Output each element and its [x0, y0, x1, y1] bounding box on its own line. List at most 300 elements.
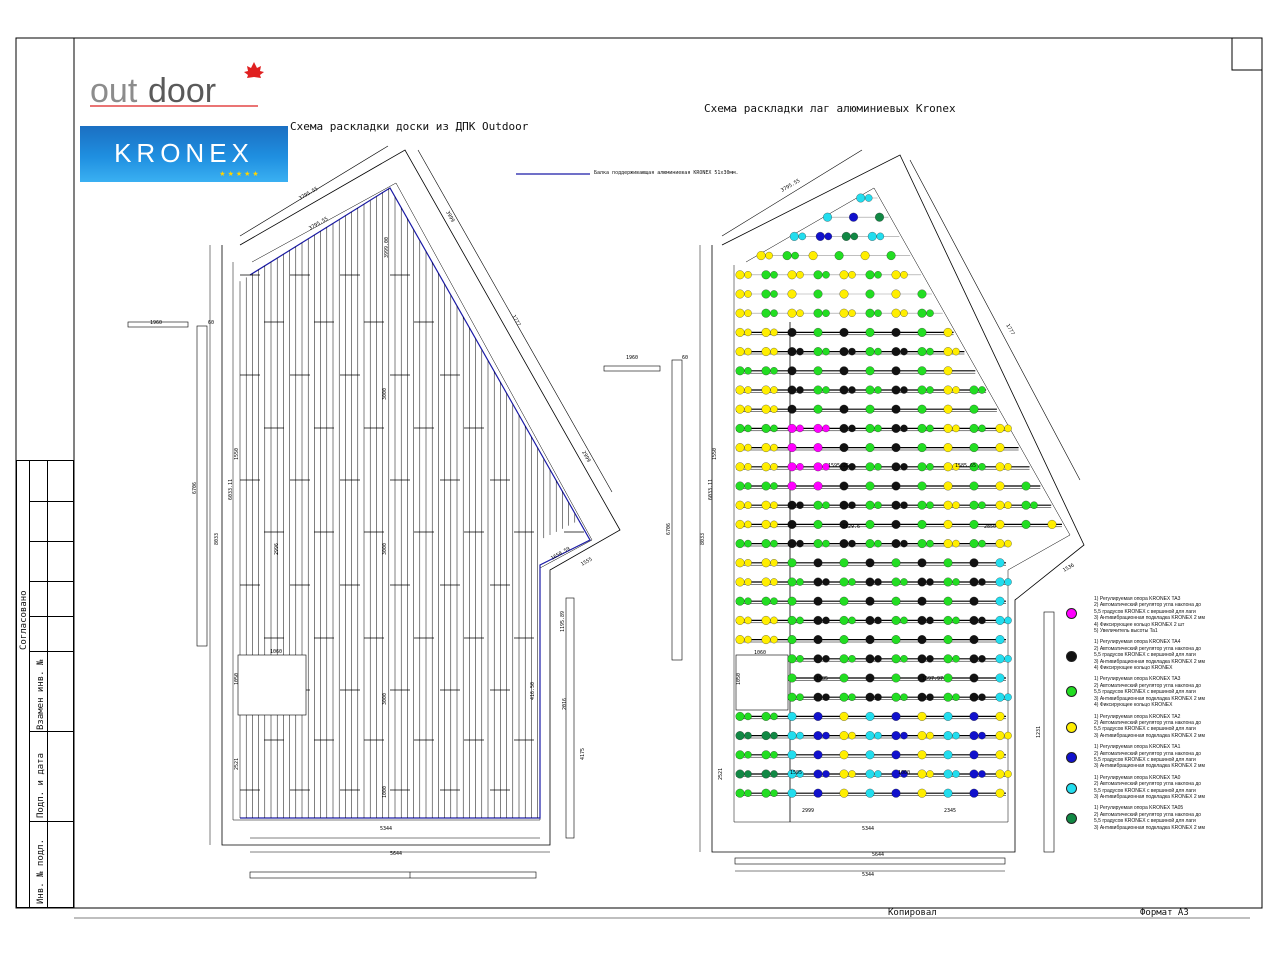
support-point — [892, 751, 901, 760]
support-point — [736, 367, 745, 376]
footer-format: Формат А3 — [1140, 908, 1189, 918]
support-point — [796, 310, 803, 317]
support-point — [762, 635, 771, 644]
support-point — [892, 539, 901, 548]
support-point — [744, 482, 751, 489]
support-point — [1004, 425, 1011, 432]
support-point — [770, 406, 777, 413]
support-point — [996, 693, 1005, 702]
support-point — [840, 271, 849, 280]
support-point — [874, 617, 881, 624]
support-point — [944, 751, 953, 760]
support-point — [952, 578, 959, 585]
support-point — [1004, 463, 1011, 470]
dim-center-4: 1000 — [382, 785, 388, 798]
support-point — [840, 328, 849, 337]
legend-line: 2) Автоматический регулятор угла наклона до — [1094, 719, 1202, 726]
dim-bracket-h: 60 — [208, 320, 215, 326]
support-point — [970, 712, 979, 721]
support-point — [762, 309, 771, 318]
support-point — [788, 789, 797, 798]
r-dim-inner-1060: 1060 — [754, 650, 767, 656]
support-point — [926, 386, 933, 393]
r-dim-bottom-extra: 5344 — [862, 872, 875, 878]
left-outer-wall — [222, 150, 620, 845]
support-point — [788, 386, 797, 395]
support-point — [900, 655, 907, 662]
support-point — [744, 751, 751, 758]
support-point — [762, 367, 771, 376]
support-point — [926, 732, 933, 739]
dim-center-1: 3000 — [382, 387, 388, 400]
support-point — [744, 540, 751, 547]
support-point — [848, 386, 855, 393]
support-point — [918, 789, 927, 798]
support-point — [788, 520, 797, 529]
support-point — [900, 425, 907, 432]
support-point — [866, 271, 875, 280]
right-right-bar — [1044, 612, 1054, 852]
support-point — [762, 539, 771, 548]
support-point — [736, 539, 745, 548]
support-point — [736, 712, 745, 721]
support-point — [783, 251, 792, 260]
legend-line: 3) Антивибрационная подкладка KRONEX 2 мм — [1094, 615, 1205, 622]
legend-line: 5,5 градусов KRONEX с вершиной для лаги — [1094, 726, 1196, 733]
support-point — [892, 655, 901, 664]
support-point — [840, 674, 849, 683]
support-point — [788, 674, 797, 683]
support-point — [744, 444, 751, 451]
r-dim-bracket-w: 1960 — [626, 355, 639, 361]
support-point — [952, 386, 959, 393]
support-point — [814, 712, 823, 721]
legend-line: 5) Увеличитель высоты Ta1 — [1094, 628, 1158, 635]
support-point — [848, 348, 855, 355]
support-point — [744, 636, 751, 643]
support-point — [866, 789, 875, 798]
support-point — [736, 290, 745, 299]
support-point — [866, 443, 875, 452]
support-point — [996, 770, 1005, 779]
support-point — [744, 521, 751, 528]
support-point — [744, 329, 751, 336]
support-point — [840, 539, 849, 548]
support-point — [918, 712, 927, 721]
support-point — [900, 348, 907, 355]
support-point — [788, 731, 797, 740]
dim-center-2: 3000 — [382, 542, 388, 555]
legend-line: 1) Регулируемая опора KRONEX TA2 — [1094, 713, 1181, 720]
support-point — [770, 463, 777, 470]
support-point — [996, 597, 1005, 606]
support-point — [770, 425, 777, 432]
support-point — [848, 694, 855, 701]
support-point — [770, 271, 777, 278]
legend-line: 3) Антивибрационная подкладка KRONEX 2 мм — [1094, 824, 1205, 831]
support-point — [900, 386, 907, 393]
right-bottom-dim-bar — [735, 858, 1005, 864]
support-point — [814, 520, 823, 529]
legend-line: 5,5 градусов KRONEX с вершиной для лаги — [1094, 652, 1196, 659]
support-point — [799, 233, 806, 240]
support-point — [796, 540, 803, 547]
r-dim-right-corner: 1536 — [1062, 562, 1076, 574]
legend-line: 1) Регулируемая опора KRONEX TA0 — [1094, 774, 1181, 781]
legend-item — [1064, 639, 1224, 671]
support-point — [788, 635, 797, 644]
support-point — [814, 290, 823, 299]
legend-dot — [1066, 651, 1077, 662]
support-point — [822, 655, 829, 662]
support-point — [944, 443, 953, 452]
r-dim-label-9: 2999 — [802, 808, 815, 814]
support-point — [744, 310, 751, 317]
support-point — [840, 290, 849, 299]
dim-left-h1: 1550 — [234, 447, 240, 460]
line-legend-text: Балка поддерживающая алюминиевая KRONEX 51х30мм. — [594, 170, 739, 176]
support-point — [848, 655, 855, 662]
support-point — [861, 251, 870, 260]
support-point — [814, 328, 823, 337]
support-point — [874, 578, 881, 585]
support-point — [1004, 540, 1011, 547]
support-point — [766, 252, 773, 259]
legend-dot — [1066, 722, 1077, 733]
support-point — [892, 597, 901, 606]
support-point — [814, 789, 823, 798]
support-point — [762, 405, 771, 414]
support-point — [816, 232, 825, 241]
legend-line: 3) Антивибрационная подкладка KRONEX 2 мм — [1094, 658, 1205, 665]
support-point — [944, 386, 953, 395]
support-point — [944, 405, 953, 414]
support-point — [892, 693, 901, 702]
support-point — [736, 559, 745, 568]
dim-corner-b: 1555 — [580, 556, 594, 568]
support-point — [822, 348, 829, 355]
support-point — [848, 770, 855, 777]
support-point — [926, 348, 933, 355]
legend-line: 1) Регулируемая опора KRONEX TA1 — [1094, 744, 1181, 751]
support-point — [762, 559, 771, 568]
support-point — [762, 597, 771, 606]
support-point — [822, 310, 829, 317]
support-point — [970, 443, 979, 452]
support-point — [944, 693, 953, 702]
support-point — [840, 309, 849, 318]
support-point — [926, 425, 933, 432]
support-point — [978, 694, 985, 701]
support-point — [892, 290, 901, 299]
support-point — [944, 559, 953, 568]
support-point — [744, 617, 751, 624]
r-dim-label-7: 1595 — [790, 770, 803, 776]
support-point — [892, 347, 901, 356]
support-point — [762, 424, 771, 433]
support-point — [892, 731, 901, 740]
kronex-logo — [80, 126, 288, 182]
support-point — [814, 482, 823, 491]
r-dim-bottom-outer: 5644 — [872, 852, 885, 858]
support-point — [796, 694, 803, 701]
support-point — [736, 443, 745, 452]
support-point — [762, 386, 771, 395]
support-point — [835, 251, 844, 260]
support-point — [736, 386, 745, 395]
support-point — [874, 425, 881, 432]
support-point — [918, 328, 927, 337]
support-point — [944, 655, 953, 664]
support-point — [874, 463, 881, 470]
support-point — [762, 501, 771, 510]
support-point — [744, 770, 751, 777]
support-point — [1022, 501, 1031, 510]
board-lines — [240, 189, 575, 818]
support-point — [866, 712, 875, 721]
support-point — [788, 367, 797, 376]
support-point — [970, 731, 979, 740]
support-point — [952, 655, 959, 662]
support-point — [875, 213, 884, 222]
logo-kronex: KRONEX — [114, 138, 254, 168]
support-point — [952, 502, 959, 509]
support-point — [918, 405, 927, 414]
support-point — [874, 271, 881, 278]
support-point — [926, 502, 933, 509]
legend-line: 2) Автоматический регулятор угла наклона до — [1094, 811, 1202, 818]
support-point — [840, 597, 849, 606]
r-dim-label-1: 1595.25 — [828, 463, 850, 469]
support-point — [918, 770, 927, 779]
support-point — [892, 559, 901, 568]
support-point — [744, 578, 751, 585]
r-dim-label-8: 1000 — [898, 770, 911, 776]
dim-corner-a: 1650.59 — [550, 545, 572, 562]
dim-right-vert-2: 2016 — [562, 697, 568, 710]
support-point — [744, 367, 751, 374]
support-point — [1048, 520, 1057, 529]
support-point — [874, 732, 881, 739]
legend-line: 2) Автоматический регулятор угла наклона до — [1094, 781, 1202, 788]
support-point — [868, 232, 877, 241]
support-point — [970, 578, 979, 587]
support-point — [822, 502, 829, 509]
support-point — [770, 348, 777, 355]
legend-item — [1064, 805, 1224, 831]
support-point — [762, 290, 771, 299]
support-point — [788, 501, 797, 510]
dim-left-h4: 8033 — [214, 532, 220, 545]
legend-line: 2) Автоматический регулятор угла наклона до — [1094, 750, 1202, 757]
support-point — [900, 271, 907, 278]
support-point — [866, 328, 875, 337]
dim-left-h5: 1050 — [234, 672, 240, 685]
support-point — [788, 443, 797, 452]
legend-line: 2) Автоматический регулятор угла наклона до — [1094, 645, 1202, 652]
support-point — [736, 347, 745, 356]
support-point — [892, 482, 901, 491]
footer-copied: Копировал — [888, 908, 937, 918]
support-point — [814, 405, 823, 414]
support-point — [736, 751, 745, 760]
support-point — [788, 424, 797, 433]
legend-line: 1) Регулируемая опора KRONEX TA3 — [1094, 676, 1181, 683]
support-point — [796, 348, 803, 355]
support-point — [770, 540, 777, 547]
legend-dot — [1066, 608, 1077, 619]
support-point — [918, 616, 927, 625]
support-point — [792, 252, 799, 259]
support-point — [944, 712, 953, 721]
support-point — [814, 443, 823, 452]
support-point — [944, 674, 953, 683]
support-point — [978, 540, 985, 547]
support-point — [762, 482, 771, 491]
support-point — [788, 751, 797, 760]
r-dim-bracket-h: 60 — [682, 355, 689, 361]
dim-diag-top-short: 3999 — [444, 210, 456, 224]
support-point — [796, 425, 803, 432]
support-point — [978, 463, 985, 470]
support-point — [814, 616, 823, 625]
support-point — [866, 635, 875, 644]
support-point — [848, 732, 855, 739]
support-point — [848, 578, 855, 585]
support-point — [744, 463, 751, 470]
support-point — [918, 443, 927, 452]
support-point — [866, 539, 875, 548]
support-point — [866, 616, 875, 625]
support-point — [788, 616, 797, 625]
support-point — [744, 790, 751, 797]
support-point — [744, 271, 751, 278]
support-point — [926, 694, 933, 701]
r-dim-label-4: 2850 — [984, 524, 997, 530]
support-point — [814, 501, 823, 510]
support-point — [900, 502, 907, 509]
support-point — [874, 655, 881, 662]
support-point — [823, 213, 832, 222]
legend-line: 4) Фиксирующее кольцо KRONEX — [1094, 665, 1173, 672]
support-point — [788, 559, 797, 568]
right-top-dim-line — [722, 150, 862, 236]
support-point — [944, 789, 953, 798]
support-point — [918, 751, 927, 760]
support-point — [848, 310, 855, 317]
support-point — [762, 616, 771, 625]
support-point — [762, 578, 771, 587]
support-point — [788, 693, 797, 702]
support-point — [970, 770, 979, 779]
support-point — [1004, 694, 1011, 701]
support-point — [918, 309, 927, 318]
support-point — [814, 424, 823, 433]
support-point — [770, 732, 777, 739]
support-point — [770, 482, 777, 489]
support-point — [874, 502, 881, 509]
support-point — [822, 770, 829, 777]
support-point — [926, 540, 933, 547]
support-point — [970, 501, 979, 510]
support-point — [1004, 732, 1011, 739]
support-point — [900, 578, 907, 585]
dim-inner-1060: 1060 — [270, 649, 283, 655]
support-point — [762, 347, 771, 356]
support-point — [952, 617, 959, 624]
support-point — [814, 271, 823, 280]
legend-line: 3) Антивибрационная подкладка KRONEX 2 мм — [1094, 763, 1205, 770]
support-point — [770, 521, 777, 528]
support-point — [796, 617, 803, 624]
support-point — [926, 578, 933, 585]
support-point — [770, 636, 777, 643]
support-point — [822, 578, 829, 585]
support-point — [770, 310, 777, 317]
support-point — [970, 751, 979, 760]
support-point — [848, 271, 855, 278]
support-point — [840, 443, 849, 452]
dim-diag-side: 1777 — [510, 314, 522, 328]
support-point — [866, 501, 875, 510]
support-point — [892, 635, 901, 644]
support-point — [770, 367, 777, 374]
r-dim-diag-side: 1777 — [1004, 323, 1016, 337]
support-point — [926, 655, 933, 662]
legend-item — [1064, 714, 1224, 740]
support-point — [970, 616, 979, 625]
support-point — [970, 693, 979, 702]
support-point — [970, 386, 979, 395]
support-point — [952, 540, 959, 547]
support-point — [970, 405, 979, 414]
support-point — [788, 347, 797, 356]
support-point — [788, 463, 797, 472]
legend-dot — [1066, 783, 1077, 794]
r-dim-label-6: 1597.97 — [922, 676, 944, 682]
support-point — [918, 520, 927, 529]
support-point — [892, 578, 901, 587]
support-point — [788, 578, 797, 587]
support-point — [770, 444, 777, 451]
support-point — [944, 463, 953, 472]
r-dim-top-diag: 3795.55 — [780, 177, 802, 194]
support-point — [822, 540, 829, 547]
support-point — [952, 348, 959, 355]
right-cutout — [736, 655, 788, 710]
support-point — [892, 789, 901, 798]
support-point — [866, 693, 875, 702]
support-point — [944, 367, 953, 376]
dim-top-diag-outer: 3795.55 — [298, 185, 320, 202]
support-point — [790, 232, 799, 241]
support-point — [944, 424, 953, 433]
legend-line: 4) Фиксирующее кольцо KRONEX 2 шт — [1094, 621, 1185, 628]
support-point — [944, 731, 953, 740]
dim-lower-diag: 2999 — [580, 450, 592, 464]
support-point — [788, 482, 797, 491]
support-point — [918, 347, 927, 356]
support-point — [840, 789, 849, 798]
support-point — [770, 386, 777, 393]
r-dim-label-5: 1585 — [816, 676, 829, 682]
support-point — [900, 540, 907, 547]
support-point — [851, 233, 858, 240]
support-point — [866, 424, 875, 433]
support-point — [848, 502, 855, 509]
right-side-bar — [672, 360, 682, 660]
r-dim-left-h2: 6033.11 — [708, 478, 714, 500]
